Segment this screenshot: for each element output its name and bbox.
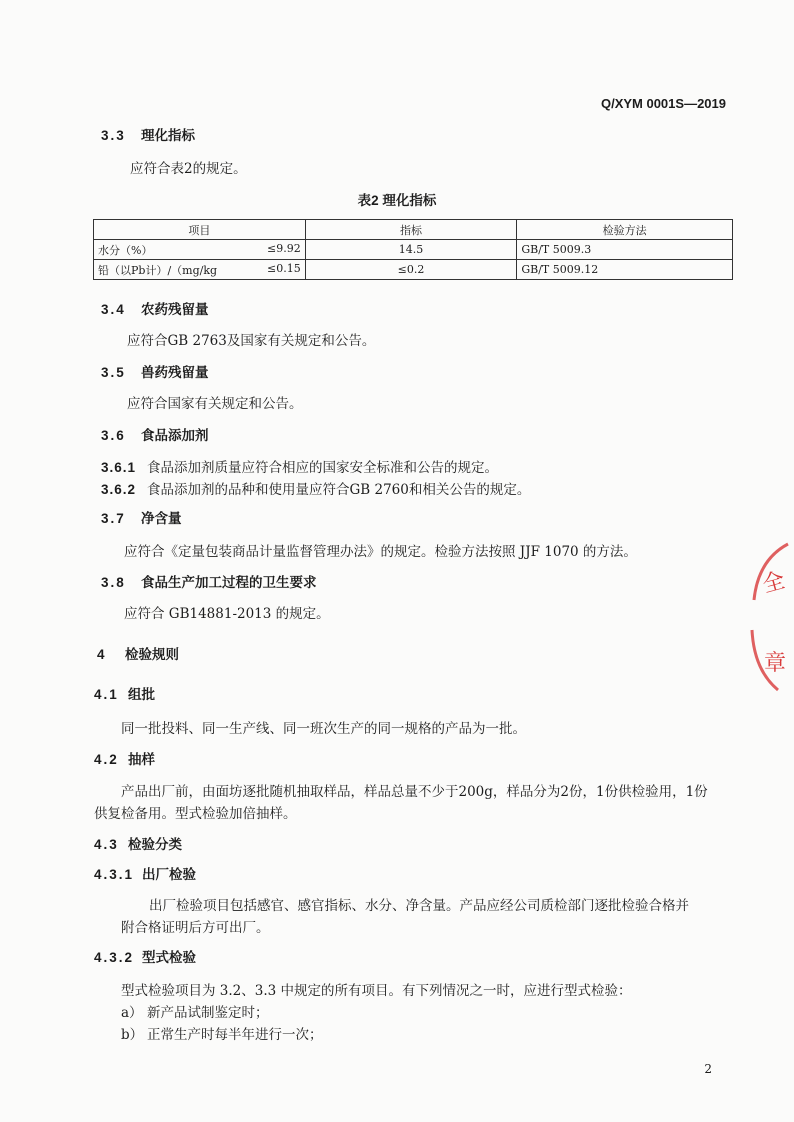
table-header-cell: 检验方法	[517, 220, 733, 240]
item-limit: ≤0.15	[267, 261, 301, 275]
list-text: 正常生产时每半年进行一次；	[147, 1027, 323, 1043]
list-item-a	[121, 1001, 269, 1021]
table-caption: 表2 理化指标	[357, 193, 437, 208]
section-number: 4.2	[94, 752, 119, 767]
clause-text: 食品添加剂质量应符合相应的国家安全标准和公告的规定。	[147, 460, 498, 476]
section-title: 食品生产加工过程的卫生要求	[141, 575, 317, 590]
section-4-3-heading	[94, 833, 182, 853]
section-title: 组批	[128, 687, 155, 702]
item-name: 水分（%）	[98, 243, 153, 257]
section-title: 抽样	[128, 752, 155, 767]
section-number: 3.7	[101, 511, 126, 526]
section-4-2-text-line2: 供复检备用。型式检验加倍抽样。	[94, 806, 297, 822]
section-number: 4.3.1	[94, 867, 135, 882]
section-number: 4.3	[94, 837, 119, 852]
section-title: 净含量	[141, 511, 182, 526]
section-3-8-text: 应符合 GB14881-2013 的规定。	[124, 606, 330, 622]
section-4-3-2-text: 型式检验项目为 3.2、3.3 中规定的所有项目。有下列情况之一时，应进行型式检验：	[121, 983, 632, 999]
seal-char: 章	[764, 651, 787, 676]
section-3-4-heading	[101, 298, 209, 318]
section-4-heading	[97, 643, 179, 663]
physicochemical-table	[93, 219, 733, 280]
section-4-2-heading	[94, 748, 155, 768]
table-cell-method: GB/T 5009.3	[517, 240, 733, 260]
table-row	[94, 260, 733, 280]
section-number: 3.6	[101, 428, 126, 443]
section-title: 兽药残留量	[141, 365, 209, 380]
table-cell-item	[94, 260, 306, 280]
table-cell-method: GB/T 5009.12	[517, 260, 733, 280]
company-seal	[748, 540, 794, 700]
section-number: 3.8	[101, 575, 126, 590]
section-3-6-heading	[101, 424, 209, 444]
table-cell-value: ≤0.2	[305, 260, 517, 280]
section-4-3-1-text-line2: 附合格证明后方可出厂。	[121, 920, 270, 936]
table-header-cell: 指标	[305, 220, 517, 240]
section-4-1-heading	[94, 683, 155, 703]
list-label: a）	[121, 1005, 143, 1021]
section-number: 4	[97, 647, 107, 662]
seal-graphic	[748, 540, 794, 700]
table-row	[94, 240, 733, 260]
table-cell-item	[94, 240, 306, 260]
list-text: 新产品试制鉴定时；	[147, 1005, 269, 1021]
section-4-3-1-text-line1: 出厂检验项目包括感官、感官指标、水分、净含量。产品应经公司质检部门逐批检验合格并	[149, 898, 689, 914]
section-4-3-2-heading	[94, 946, 196, 966]
section-3-5-text: 应符合国家有关规定和公告。	[127, 396, 303, 412]
section-title: 检验分类	[128, 837, 182, 852]
section-4-2-text-line1: 产品出厂前，由面坊逐批随机抽取样品，样品总量不少于200g，样品分为2份，1份供检验用，1份	[121, 784, 708, 800]
section-title: 食品添加剂	[141, 428, 209, 443]
item-limit: ≤9.92	[267, 241, 301, 255]
section-3-4-text: 应符合GB 2763及国家有关规定和公告。	[127, 333, 376, 349]
clause-3-6-1	[101, 456, 498, 476]
section-title: 农药残留量	[141, 302, 209, 317]
section-number: 3.4	[101, 302, 126, 317]
section-title: 理化指标	[141, 128, 195, 143]
section-title: 检验规则	[125, 647, 179, 662]
section-number: 3.3	[101, 128, 126, 143]
section-number: 3.5	[101, 365, 126, 380]
clause-number: 3.6.1	[101, 460, 137, 475]
seal-char: 全	[760, 568, 788, 599]
section-4-3-1-heading	[94, 863, 196, 883]
section-number: 4.3.2	[94, 950, 135, 965]
section-3-5-heading	[101, 361, 209, 381]
clause-3-6-2	[101, 478, 530, 498]
document-code: Q/XYM 0001S—2019	[600, 96, 726, 111]
section-3-3-heading	[101, 124, 195, 144]
section-3-7-text: 应符合《定量包装商品计量监督管理办法》的规定。检验方法按照 JJF 1070 的方法。	[124, 544, 637, 560]
section-title: 出厂检验	[142, 867, 196, 882]
section-4-1-text: 同一批投料、同一生产线、同一班次生产的同一规格的产品为一批。	[121, 721, 526, 737]
section-3-7-heading	[101, 507, 182, 527]
section-title: 型式检验	[142, 950, 196, 965]
clause-number: 3.6.2	[101, 482, 137, 497]
section-3-8-heading	[101, 571, 317, 591]
list-item-b	[121, 1023, 323, 1043]
list-label: b）	[121, 1027, 144, 1043]
section-number: 4.1	[94, 687, 119, 702]
clause-text: 食品添加剂的品种和使用量应符合GB 2760和相关公告的规定。	[147, 482, 531, 498]
table-header-cell: 项目	[94, 220, 306, 240]
page-number: 2	[704, 1062, 712, 1076]
section-3-3-text: 应符合表2的规定。	[130, 161, 247, 177]
table-header-row	[94, 220, 733, 240]
table-cell-value: 14.5	[305, 240, 517, 260]
item-name: 铅（以Pb计）/（mg/kg	[98, 263, 218, 277]
